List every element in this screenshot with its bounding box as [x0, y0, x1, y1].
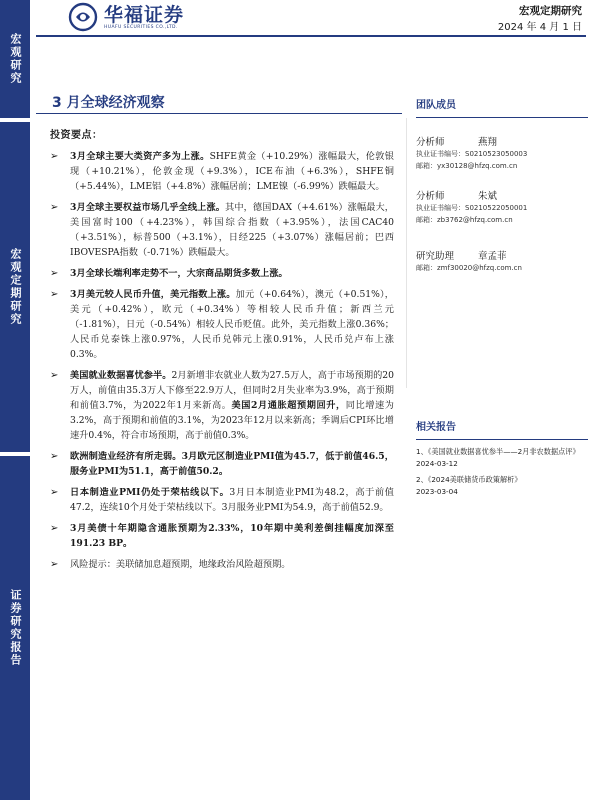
bullet-item — [50, 449, 394, 479]
bullet-item — [50, 287, 394, 362]
member-header — [416, 134, 588, 148]
team-member — [416, 248, 588, 274]
bullet-body: SHFE黄金（+10.29%）涨幅最大，伦敦银现（+10.21%），伦敦金现（+9.3%），ICE布油（+6.3%），SHFE铜（+5.44%），LME铝（+4.8%）涨幅居前；LME镍（-6.99%）跌幅最大。 — [70, 151, 394, 192]
bullet-item — [50, 368, 394, 443]
bullet-item — [50, 521, 394, 551]
member-cert: 执业证书编号：S0210523050003 — [416, 150, 528, 158]
bullet-bold-lead: 日本制造业PMI仍处于荣枯线以下。 — [70, 487, 230, 498]
member-name: 章孟菲 — [478, 251, 507, 262]
bullet-bold-lead: 美国就业数据喜忧参半。 — [70, 370, 172, 381]
logo-mark-icon — [68, 2, 98, 32]
bullet-bold-lead: 欧洲制造业经济有所走弱。3月欧元区制造业PMI值为45.7，低于前值46.5，服务业PMI为51.1，高于前值50.2。 — [70, 451, 394, 477]
related-heading: 相关报告 — [416, 422, 456, 433]
company-name-en: HUAFU SECURITIES CO.,LTD. — [104, 24, 178, 30]
band-label: 证券研究报告 — [9, 589, 22, 667]
member-name: 朱斌 — [478, 191, 498, 202]
bullet-body: 3月日本制造业PMI为48.2，高于前值47.2，连续10个月处于荣枯线以下。3月服务业PMI为54.9，高于前值52.9。 — [70, 487, 394, 513]
bullet-text — [70, 368, 394, 443]
section-heading: 投资要点： — [50, 130, 103, 141]
left-band — [0, 0, 30, 800]
bullet-body: 同比增速为3.2%，高于预期和前值的3.1%，为2023年12月以来新高；季调后CPI环比增速升0.4%，符合市场预期，高于前值0.3%。 — [70, 400, 394, 441]
related-divider — [416, 439, 588, 440]
band-segment-periodic — [0, 122, 30, 452]
bullet-text — [70, 287, 394, 362]
bullet-item — [50, 149, 394, 194]
arrow-bullet-icon: ➢ — [50, 370, 59, 381]
bullet-text — [70, 449, 394, 479]
member-email[interactable]: 邮箱：zb3762@hfzq.com.cn — [416, 216, 513, 224]
related-report-link[interactable]: 1、《美国就业数据喜忧参半——2月非农数据点评》 — [416, 447, 580, 456]
bullet-item — [50, 485, 394, 515]
band-segment-research — [0, 0, 30, 118]
bullet-body: 加元（+0.64%），澳元（+0.51%），美元（+0.42%），欧元（+0.34%）等相较人民币升值；新西兰元（-1.81%），日元（-0.54%）相较人民币贬值。此外，美元指数上涨0.36%；人民币兑泰铢上涨0.97%，人民币兑韩元上涨0.91%，人民币兑卢布上涨0.3%。 — [70, 289, 394, 360]
company-logo — [68, 2, 184, 32]
member-cert: 执业证书编号：S0210522050001 — [416, 204, 528, 212]
member-email[interactable]: 邮箱：yx30128@hfzq.com.cn — [416, 162, 518, 170]
bullet-text — [70, 557, 291, 572]
team-panel — [416, 96, 588, 274]
bullet-bold-lead: 3月全球主要权益市场几乎全线上涨。 — [70, 202, 226, 213]
bullet-list — [50, 149, 394, 572]
bullet-text — [70, 485, 394, 515]
bullet-item — [50, 266, 394, 281]
bullet-item — [50, 200, 394, 260]
bullet-bold-lead: 3月全球主要大类资产多为上涨。 — [70, 151, 210, 162]
arrow-bullet-icon: ➢ — [50, 289, 59, 300]
bullet-text — [70, 149, 394, 194]
arrow-bullet-icon: ➢ — [50, 268, 59, 279]
bullet-text — [70, 521, 394, 551]
team-member — [416, 134, 588, 172]
member-header — [416, 188, 588, 202]
bullet-bold-lead: 3月美债十年期隐含通胀预期为2.33%，10年期中美利差倒挂幅度加深至191.23 BP。 — [70, 523, 394, 549]
member-role: 研究助理 — [416, 251, 455, 262]
team-divider — [416, 117, 588, 118]
member-role: 分析师 — [416, 137, 445, 148]
report-date: 2024 年 4 月 1 日 — [497, 22, 582, 33]
bullet-text — [70, 266, 288, 281]
arrow-bullet-icon: ➢ — [50, 451, 59, 462]
team-heading: 团队成员 — [416, 100, 456, 111]
arrow-bullet-icon: ➢ — [50, 151, 59, 162]
bullet-text — [70, 200, 394, 260]
main-content — [50, 126, 394, 578]
related-report-link[interactable]: 2、《2024美联储货币政策解析》 — [416, 475, 522, 484]
title-divider — [36, 113, 402, 114]
bullet-bold-lead: 美国2月通胀超预期回升， — [231, 400, 346, 411]
bullet-body: 2月新增非农就业人数为27.5万人，高于市场预期的20万人，前值由35.3万人下修至22.9万人，但同时2月失业率为3.9%，高于预期和前值3.7%，为2022年1月来新高。 — [70, 370, 395, 411]
related-report-list — [416, 446, 588, 498]
team-member — [416, 188, 588, 226]
bullet-item — [50, 557, 394, 572]
report-type: 宏观定期研究 — [519, 5, 582, 17]
arrow-bullet-icon: ➢ — [50, 523, 59, 534]
arrow-bullet-icon: ➢ — [50, 487, 59, 498]
bullet-body: 其中，德国DAX（+4.61%）涨幅最大，美国富时100（+4.23%），韩国综合指数（+3.95%），法国CAC40（+3.51%），标普500（+3.1%），日经225（+3.07%）涨幅居前；巴西IBOVESPA指数（-0.71%）跌幅最大。 — [70, 202, 394, 258]
band-label: 宏观研究 — [9, 33, 22, 85]
member-role: 分析师 — [416, 191, 445, 202]
bullet-bold-lead: 3月美元较人民币升值，美元指数上涨。 — [70, 289, 236, 300]
member-email[interactable]: 邮箱：zmf30020@hfzq.com.cn — [416, 264, 522, 272]
arrow-bullet-icon: ➢ — [50, 559, 59, 570]
related-report-date: 2023-03-04 — [416, 487, 458, 496]
band-segment-report — [0, 456, 30, 800]
team-member-list — [416, 134, 588, 274]
member-header — [416, 248, 588, 262]
bullet-body: 风险提示：美联储加息超预期，地缘政治风险超预期。 — [70, 559, 291, 570]
band-label: 宏观定期研究 — [9, 248, 22, 326]
page-title: 3 月全球经济观察 — [52, 95, 165, 111]
column-divider — [406, 118, 407, 388]
company-name-cn: 华福证券 — [104, 3, 185, 26]
arrow-bullet-icon: ➢ — [50, 202, 59, 213]
related-reports-panel — [416, 418, 588, 502]
bullet-bold-lead: 3月全球长端利率走势不一，大宗商品期货多数上涨。 — [70, 268, 288, 279]
header-divider — [36, 35, 586, 37]
member-name: 燕翔 — [478, 137, 498, 148]
related-report-date: 2024-03-12 — [416, 459, 458, 468]
